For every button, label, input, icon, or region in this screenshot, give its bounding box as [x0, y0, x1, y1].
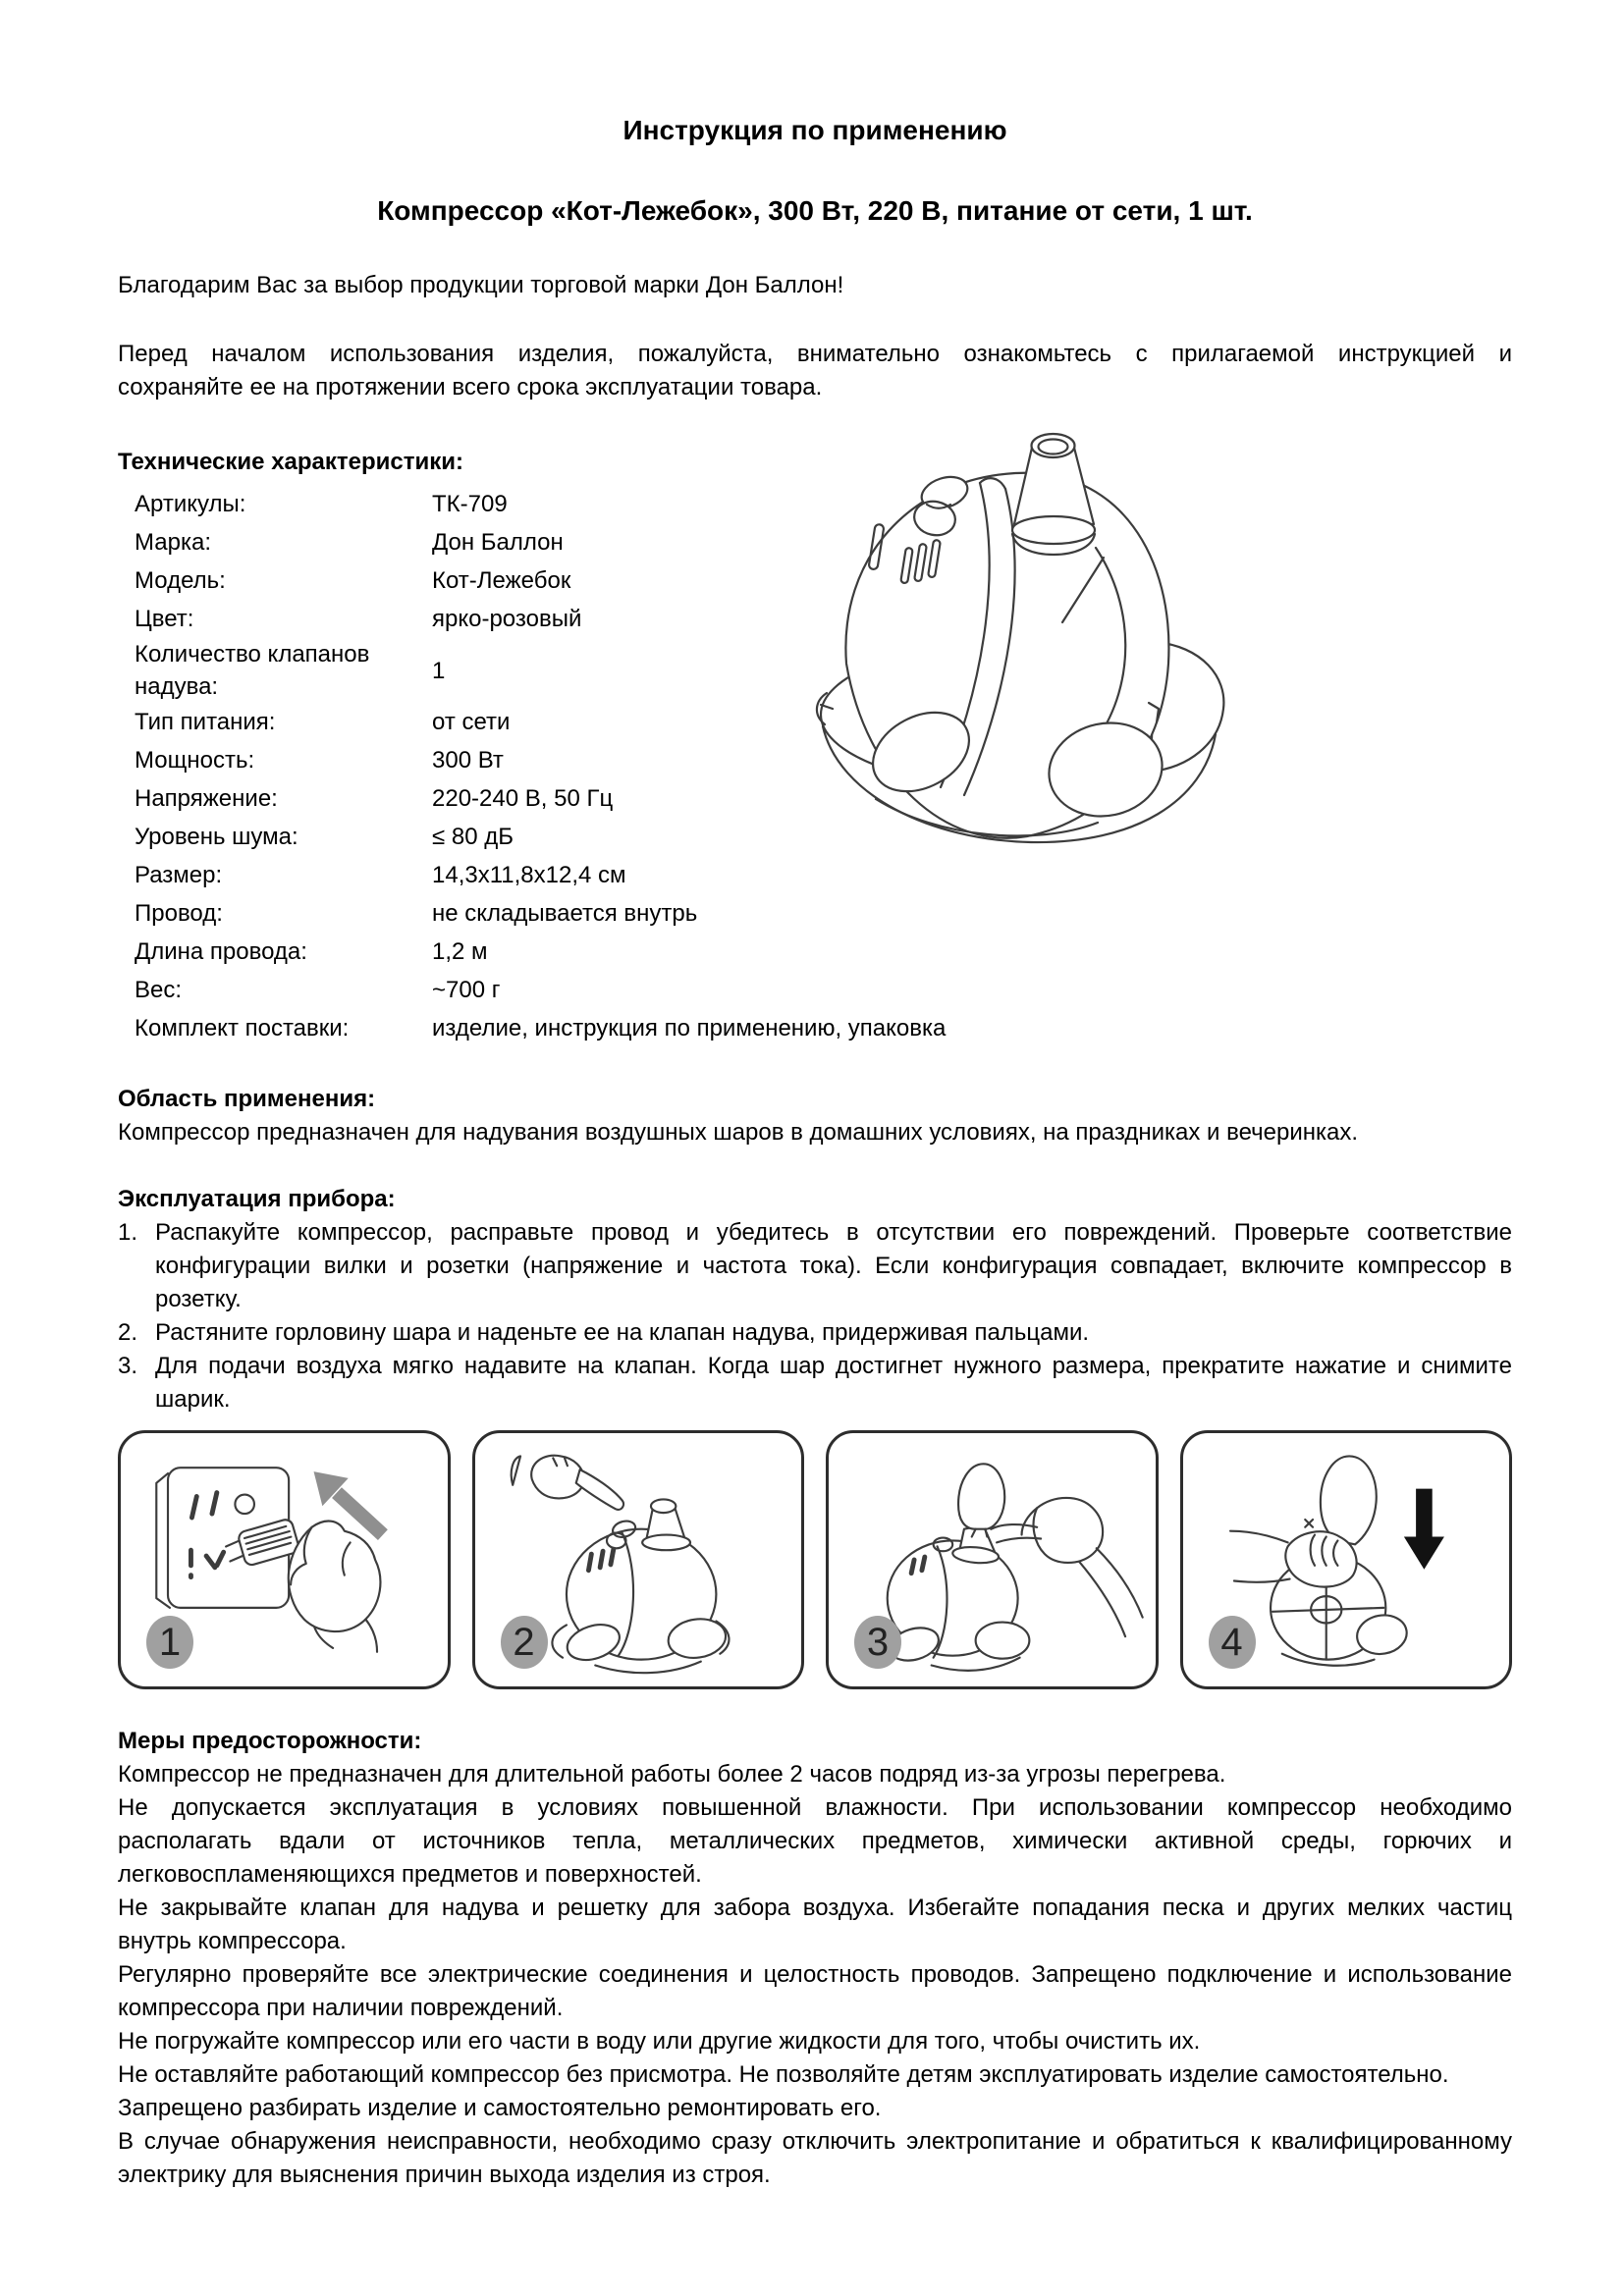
precaution-paragraph: Не оставляйте работающий компрессор без присмотра. Не позволяйте детям эксплуатировать изделие самостоятельно. [118, 2061, 1449, 2088]
thanks-text: Благодарим Вас за выбор продукции торговой марки Дон Баллон! [118, 272, 844, 298]
step-badge [1209, 1616, 1256, 1669]
spec-label: Провод: [135, 900, 223, 927]
step-text: Для подачи воздуха мягко надавите на клапан. Когда шар достигнет нужного размера, прекратите нажатие и снимите шарик. [155, 1353, 1512, 1413]
operation-heading: Эксплуатация прибора: [118, 1186, 396, 1212]
step-text: Растяните горловину шара и наденьте ее на клапан надува, придерживая пальцами. [155, 1319, 1090, 1346]
spec-value: 300 Вт [432, 747, 504, 774]
compressor [886, 1525, 1029, 1671]
precaution-paragraph: Запрещено разбирать изделие и самостоятельно ремонтировать его. [118, 2095, 882, 2121]
spec-label: Марка: [135, 529, 211, 556]
spec-row [118, 600, 1512, 638]
step-figure-plug-in [118, 1430, 451, 1689]
spec-row [118, 523, 1512, 561]
spec-value: ТК-709 [432, 491, 508, 517]
spec-label: Мощность: [135, 747, 255, 774]
precautions-heading: Меры предосторожности: [118, 1728, 422, 1754]
spec-row [118, 818, 1512, 856]
spec-value: ярко-розовый [432, 606, 582, 632]
spec-value: 220-240 В, 50 Гц [432, 785, 614, 812]
spec-row [118, 703, 1512, 741]
spec-label: Вес: [135, 977, 183, 1003]
hand [289, 1522, 381, 1652]
operation-list [118, 1216, 1512, 1416]
operation-step [118, 1316, 1512, 1350]
precaution-paragraph: Не допускается эксплуатация в условиях повышенной влажности. При использовании компрессор необходимо располагать вдали от источников тепла, металлических предметов, химически активной среды, горючих и легковоспламеняющихся предметов и поверхностей. [118, 1794, 1512, 1888]
spec-value: 1 [432, 657, 446, 684]
precaution-paragraph: В случае обнаружения неисправности, необходимо сразу отключить электропитание и обратиться к квалифицированному электрику для выяснения причин выхода изделия из строя. [118, 2128, 1512, 2188]
spec-value: 1,2 м [432, 938, 488, 965]
step-figure-press-valve [472, 1430, 805, 1689]
spec-label: Уровень шума: [135, 824, 298, 850]
badge-number: 2 [513, 1620, 535, 1664]
operation-step [118, 1350, 1512, 1416]
precaution-paragraph: Не закрывайте клапан для надува и решетку для забора воздуха. Избегайте попадания песка и других мелких частиц внутрь компрессора. [118, 1895, 1512, 1954]
spec-label: Модель: [135, 567, 226, 594]
application-heading: Область применения: [118, 1086, 376, 1112]
compressor [552, 1499, 729, 1673]
arrow-down-icon [1403, 1489, 1443, 1570]
page-title: Инструкция по применению [623, 115, 1007, 145]
step-number: 1. [118, 1219, 138, 1246]
spec-label: Размер: [135, 862, 223, 888]
step-number: 2. [118, 1319, 138, 1346]
step-number: 3. [118, 1353, 138, 1379]
spec-value: не складывается внутрь [432, 900, 698, 927]
spec-row [118, 971, 1512, 1009]
spec-label: Длина провода: [135, 938, 307, 965]
spec-label: Цвет: [135, 606, 194, 632]
spec-row [118, 779, 1512, 818]
intro-text: Перед началом использования изделия, пожалуйста, внимательно ознакомьтесь с прилагаемой инструкцией и сохраняйте ее на протяжении всего срока эксплуатации товара. [118, 341, 1512, 400]
spec-label: Тип питания: [135, 709, 276, 735]
precautions-text [118, 1758, 1512, 2192]
step-figures [118, 1430, 1512, 1689]
precaution-paragraph: Не погружайте компрессор или его части в воду или другие жидкости для того, чтобы очистить их. [118, 2028, 1201, 2055]
spec-label: Количество клапанов надува: [135, 641, 370, 700]
spec-row [118, 1009, 1512, 1047]
badge-number: 4 [1220, 1620, 1243, 1664]
spec-row [118, 894, 1512, 933]
application-text: Компрессор предназначен для надувания воздушных шаров в домашних условиях, на праздниках и вечеринках. [118, 1119, 1359, 1146]
spec-row [118, 933, 1512, 971]
spec-value: ≤ 80 дБ [432, 824, 514, 850]
step-badge [854, 1616, 901, 1669]
spec-label: Комплект поставки: [135, 1015, 350, 1041]
spec-row [118, 485, 1512, 523]
step-text: Распакуйте компрессор, расправьте провод и убедитесь в отсутствии его повреждений. Проверьте соответствие конфигурации вилки и розетки (напряжение и частота тока). Если конфигурация совпадает, включите компрессор в розетку. [155, 1219, 1512, 1312]
spec-row [118, 741, 1512, 779]
spec-value: Кот-Лежебок [432, 567, 571, 594]
spec-value: Дон Баллон [432, 529, 564, 556]
specs-table [118, 485, 1512, 1047]
spec-value: 14,3х11,8х12,4 см [432, 862, 626, 888]
badge-number: 1 [158, 1620, 182, 1664]
operation-step [118, 1216, 1512, 1316]
spec-row [118, 638, 1512, 703]
specs-heading: Технические характеристики: [118, 449, 464, 475]
precaution-paragraph: Компрессор не предназначен для длительной работы более 2 часов подряд из-за угрозы перегрева. [118, 1761, 1226, 1788]
product-subtitle: Компрессор «Кот-Лежебок», 300 Вт, 220 В, питание от сети, 1 шт. [377, 195, 1253, 226]
precaution-paragraph: Регулярно проверяйте все электрические соединения и целостность проводов. Запрещено подключение и использование компрессора при наличии повреждений. [118, 1961, 1512, 2021]
spec-row [118, 856, 1512, 894]
spec-value: изделие, инструкция по применению, упаковка [432, 1015, 947, 1041]
spec-row [118, 561, 1512, 600]
spec-value: ~700 г [432, 977, 501, 1003]
step-figure-attach-balloon [826, 1430, 1159, 1689]
step-figure-remove-balloon [1180, 1430, 1513, 1689]
spec-label: Артикулы: [135, 491, 246, 517]
step-badge [146, 1616, 193, 1669]
spec-value: от сети [432, 709, 511, 735]
pointing-hand [511, 1456, 623, 1510]
balloon [1320, 1456, 1376, 1544]
spec-label: Напряжение: [135, 785, 278, 812]
step-badge [501, 1616, 548, 1669]
badge-number: 3 [866, 1620, 890, 1664]
